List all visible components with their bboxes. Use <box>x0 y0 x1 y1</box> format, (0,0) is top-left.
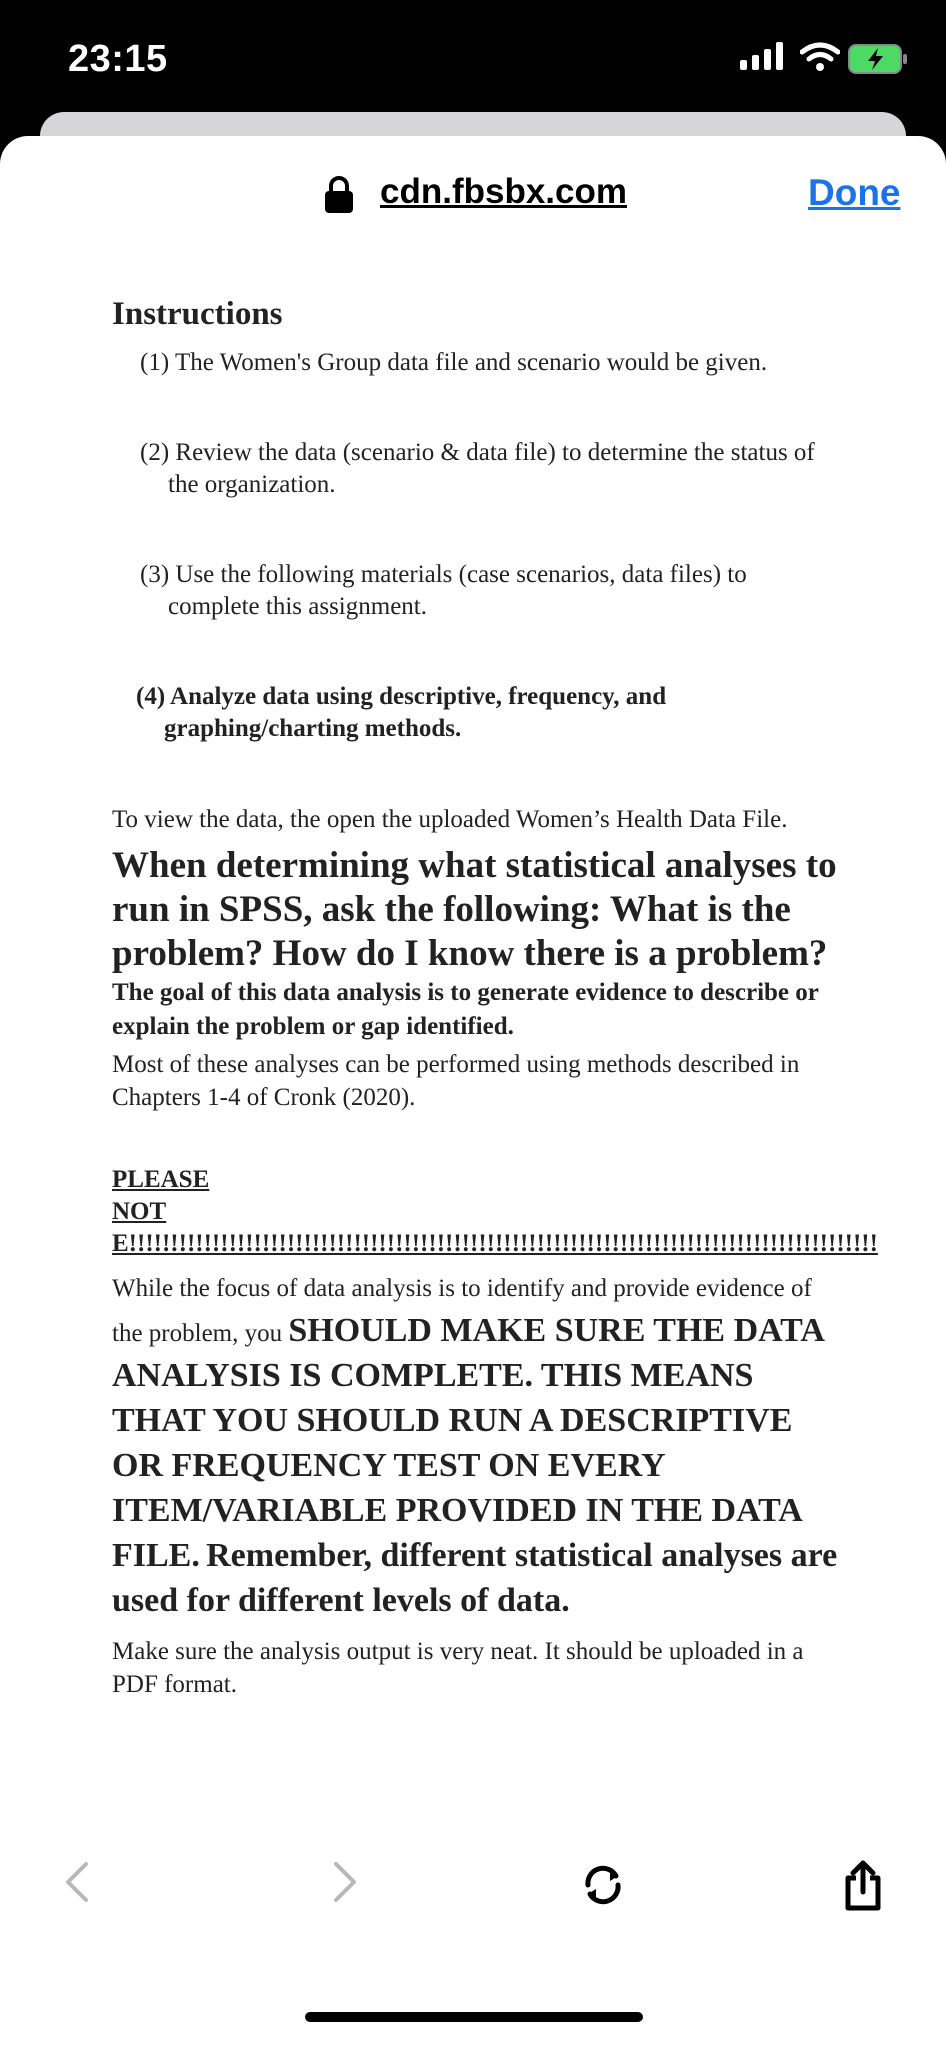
statistical-question: When determining what statistical analyses to run in SPSS, ask the following: What is the problem? How do I know there is a problem? <box>112 845 837 974</box>
instruction-item: (1) The Women's Group data file and scenario would be given. <box>140 349 768 376</box>
status-bar <box>0 0 946 110</box>
battery-charging-icon <box>848 44 910 79</box>
instruction-item: (2) Review the data (scenario & data file) to determine the status of the organization. <box>140 439 815 498</box>
home-indicator[interactable] <box>305 2012 643 2022</box>
back-chevron-icon[interactable] <box>62 1860 92 1909</box>
view-data-text: To view the data, the open the uploaded Women’s Health Data File. <box>112 806 788 833</box>
focus-paragraph <box>112 1268 842 1625</box>
instruction-item: (4) Analyze data using descriptive, frequency, and graphing/charting methods. <box>136 683 667 742</box>
signal-icon <box>740 42 786 75</box>
url-bar <box>0 136 946 246</box>
forward-chevron-icon[interactable] <box>330 1860 360 1909</box>
share-icon[interactable] <box>842 1860 884 1917</box>
status-time: 23:15 <box>68 38 168 80</box>
focus-caps-text: SHOULD MAKE SURE THE DATA ANALYSIS IS COMPLETE. THIS MEANS THAT YOU SHOULD RUN A DESCRIPTIVE OR FREQUENCY TEST ON EVERY ITEM/VARIABLE PROVIDED IN THE DATA FILE. <box>112 1312 824 1574</box>
please-note-exclamations: NOTE!!!!!!!!!!!!!!!!!!!!!!!!!!!!!!!!!!!!!!!!!!!!!!!!!!!!!!!!!!!!!!!!!!!!!!!!!!!!!!!!!!!!!!!!!! <box>112 1198 878 1257</box>
goal-text: The goal of this data analysis is to generate evidence to describe or explain the problem or gap identified. <box>112 979 819 1040</box>
focus-lead-text: While the focus of data analysis is to identify and provide evidence of the problem, you <box>112 1275 812 1347</box>
url-text[interactable]: cdn.fbsbx.com <box>380 172 627 211</box>
done-button[interactable]: Done <box>808 172 901 213</box>
remember-text: Remember, different statistical analyses are used for different levels of data. <box>112 1537 838 1619</box>
browser-sheet <box>0 136 946 2048</box>
instruction-item: (3) Use the following materials (case scenarios, data files) to complete this assignment. <box>140 561 747 620</box>
page-title: Instructions <box>112 296 283 332</box>
wifi-icon <box>800 42 840 77</box>
please-note-heading: PLEASE <box>112 1166 210 1193</box>
document-content <box>112 296 878 1701</box>
chapters-text: Most of these analyses can be performed using methods described in Chapters 1-4 of Cronk (2020). <box>112 1051 800 1111</box>
bottom-toolbar <box>0 1860 946 1960</box>
reload-icon[interactable] <box>578 1860 628 1915</box>
neat-output-text: Make sure the analysis output is very neat. It should be uploaded in a PDF format. <box>112 1638 804 1698</box>
lock-icon <box>323 176 355 219</box>
